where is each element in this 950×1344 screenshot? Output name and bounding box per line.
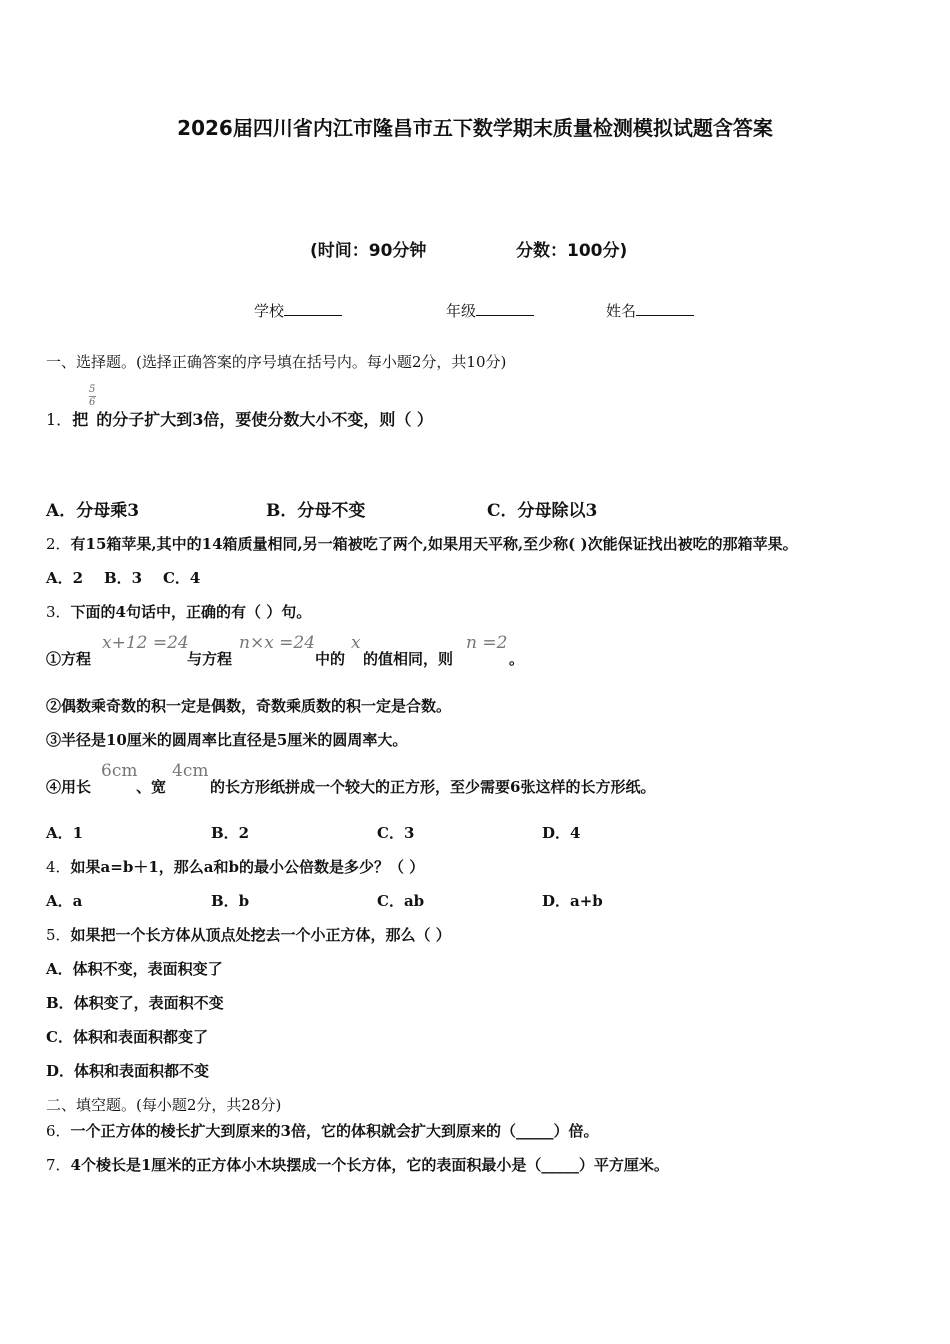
q1-pre: 把 bbox=[72, 410, 89, 429]
q3-s1-d: 的值相同，则 bbox=[363, 650, 454, 668]
equation-2: n×x =24 bbox=[239, 633, 316, 653]
question-7 bbox=[46, 1154, 669, 1175]
q2-options[interactable]: A．2 B．3 C．4 bbox=[46, 569, 201, 587]
width-value: 4cm bbox=[172, 761, 209, 781]
page-title: 2026届四川省内江市隆昌市五下数学期末质量检测模拟试题含答案 bbox=[177, 116, 773, 140]
question-number: 2． bbox=[46, 535, 71, 553]
school-field bbox=[254, 300, 342, 321]
q3-s4-c: 的长方形纸拼成一个较大的正方形，至少需要6张这样的长方形纸。 bbox=[210, 778, 656, 796]
q3-s4-b: 、宽 bbox=[136, 778, 167, 796]
q3-s1-a: ①方程 bbox=[46, 650, 92, 668]
q4-option-d[interactable]: D．a+b bbox=[542, 892, 603, 910]
equation-1: x+12 =24 bbox=[102, 633, 189, 653]
q1-option-a[interactable]: A．分母乘3 bbox=[46, 501, 140, 521]
q1-post: 的分子扩大到3倍，要使分数大小不变，则（ ） bbox=[96, 410, 433, 429]
q3-s1-c: 中的 bbox=[315, 650, 346, 668]
q3-s1-e: 。 bbox=[509, 650, 525, 668]
name-blank bbox=[636, 301, 694, 316]
question-number: 7． bbox=[46, 1156, 71, 1174]
q5-option-b[interactable]: B．体积变了，表面积不变 bbox=[46, 994, 224, 1012]
question-number: 4． bbox=[46, 858, 71, 876]
q6-text: 一个正方体的棱长扩大到原来的3倍，它的体积就会扩大到原来的（_____）倍。 bbox=[70, 1122, 599, 1140]
grade-label: 年级 bbox=[446, 302, 477, 320]
name-field bbox=[606, 300, 694, 321]
q3-option-d[interactable]: D．4 bbox=[542, 824, 581, 842]
q3-option-b[interactable]: B．2 bbox=[211, 824, 250, 842]
q5-text: 如果把一个长方体从顶点处挖去一个小正方体，那么（ ） bbox=[70, 926, 451, 944]
q1-option-b[interactable]: B．分母不变 bbox=[266, 501, 366, 521]
q3-s1-b: 与方程 bbox=[187, 650, 233, 668]
grade-field bbox=[446, 300, 534, 321]
section-2-heading: 二、填空题。(每小题2分，共28分) bbox=[46, 1096, 282, 1114]
question-4 bbox=[46, 856, 424, 877]
question-number: 3． bbox=[46, 603, 71, 621]
q1-option-c[interactable]: C．分母除以3 bbox=[487, 501, 598, 521]
q3-s4-a: ④用长 bbox=[46, 778, 92, 796]
q5-option-d[interactable]: D．体积和表面积都不变 bbox=[46, 1062, 210, 1080]
q5-option-a[interactable]: A．体积不变，表面积变了 bbox=[46, 960, 223, 978]
question-2 bbox=[46, 533, 798, 554]
q4-text: 如果a=b＋1，那么a和b的最小公倍数是多少？（ ） bbox=[70, 858, 425, 876]
section-1-heading: 一、选择题。(选择正确答案的序号填在括号内。每小题2分，共10分) bbox=[46, 353, 507, 371]
length-value: 6cm bbox=[101, 761, 138, 781]
q4-option-b[interactable]: B．b bbox=[211, 892, 250, 910]
question-number: 5． bbox=[46, 926, 71, 944]
q2-text: 有15箱苹果,其中的14箱质量相同,另一箱被吃了两个,如果用天平称,至少称( )次能保证找出被吃的那箱苹果。 bbox=[70, 535, 798, 553]
exam-score: 分数：100分) bbox=[516, 241, 628, 261]
q3-text: 下面的4句话中，正确的有（ ）句。 bbox=[70, 603, 312, 621]
question-number: 1． bbox=[46, 410, 73, 429]
q3-option-c[interactable]: C．3 bbox=[377, 824, 415, 842]
question-6 bbox=[46, 1120, 599, 1141]
name-label: 姓名 bbox=[606, 302, 637, 320]
fraction-numerator: 5 bbox=[89, 384, 96, 395]
question-5 bbox=[46, 924, 451, 945]
school-label: 学校 bbox=[254, 302, 285, 320]
equation-3: n =2 bbox=[466, 633, 508, 653]
q4-option-a[interactable]: A．a bbox=[46, 892, 83, 910]
variable-x: x bbox=[351, 633, 361, 653]
question-number: 6． bbox=[46, 1122, 71, 1140]
school-blank bbox=[284, 301, 342, 316]
question-3 bbox=[46, 601, 311, 622]
exam-time: (时间：90分钟 bbox=[310, 241, 427, 261]
grade-blank bbox=[476, 301, 534, 316]
question-1 bbox=[46, 407, 433, 430]
q4-option-c[interactable]: C．ab bbox=[377, 892, 425, 910]
q3-statement-3: ③半径是10厘米的圆周率比直径是5厘米的圆周率大。 bbox=[46, 731, 408, 749]
q7-text: 4个棱长是1厘米的正方体小木块摆成一个长方体，它的表面积最小是（_____）平方厘米。 bbox=[70, 1156, 669, 1174]
q5-option-c[interactable]: C．体积和表面积都变了 bbox=[46, 1028, 208, 1046]
fraction-denominator: 6 bbox=[89, 397, 96, 408]
q3-statement-2: ②偶数乘奇数的积一定是偶数，奇数乘质数的积一定是合数。 bbox=[46, 697, 452, 715]
q3-option-a[interactable]: A．1 bbox=[46, 824, 84, 842]
